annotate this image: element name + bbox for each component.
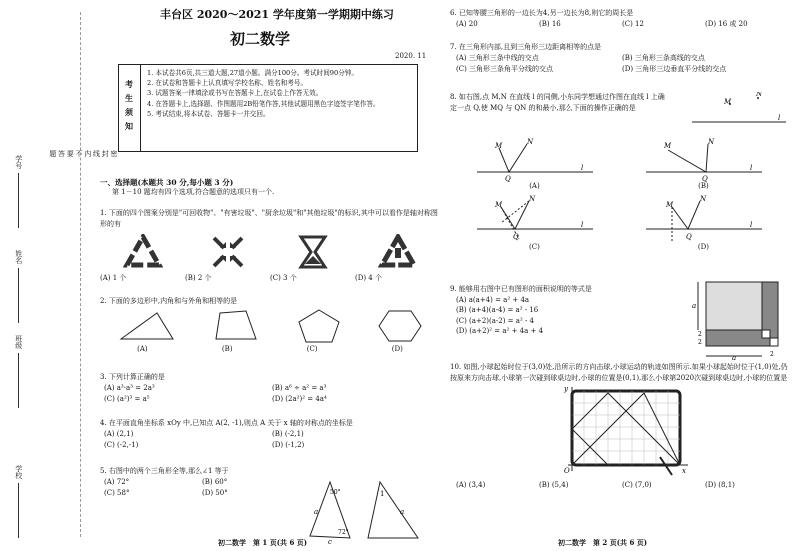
- question-9: [450, 284, 788, 362]
- caption: (C): [306, 344, 318, 353]
- q9-stem: 9. 能够用右图中已有图形的面积说明的等式是: [450, 285, 592, 293]
- angle-label: 50°: [330, 489, 341, 496]
- notice-item: 5. 考试结束,将本试卷、答题卡一并交回。: [147, 109, 270, 118]
- question-10: [450, 362, 788, 492]
- line-label: l: [580, 220, 583, 229]
- option[interactable]: (D) (8,1): [705, 480, 735, 489]
- q1-stem: 1. 下面的四个图案分别是"可回收物"、"有害垃圾"、"厨余垃圾"和"其他垃圾"的标识,其中可以看作是轴对称图形的有: [100, 209, 438, 228]
- option[interactable]: (D) (-1,2): [272, 441, 305, 450]
- option[interactable]: (C) 12: [622, 19, 644, 28]
- point-label: N: [528, 194, 535, 203]
- triangle-shape: [117, 309, 177, 343]
- question-1: [100, 208, 440, 285]
- point-label: M: [663, 142, 671, 150]
- hexagon-shape: [377, 309, 423, 343]
- caption: (D): [391, 344, 403, 353]
- q10-stem: 10. 如图,小球起始时位于(3,0)处,沿所示的方向击球,小球运动的轨迹如图所示.如果小球起始时位于(1,0)处,仍按原来方向击球,小球第一次碰到球桌边时,小球的位置是(0,1),那么小球第2020次碰到球桌边时,小球的位置是: [450, 363, 788, 382]
- option[interactable]: (A) (2,1): [104, 429, 134, 438]
- q1-figures: [100, 231, 440, 273]
- option[interactable]: (A) 20: [456, 19, 478, 28]
- other-waste-icon: [378, 234, 418, 270]
- option[interactable]: (D) 三角形三边垂直平分线的交点: [622, 65, 727, 74]
- point-label: M: [494, 200, 502, 209]
- point-label: Q: [504, 175, 511, 182]
- q2-stem: 2. 下面的多边形中,内角和与外角和相等的是: [100, 297, 238, 305]
- point-label: N: [707, 138, 714, 146]
- page-footer: 初二数学 第 2 页(共 6 页): [558, 538, 648, 548]
- notice-box: [118, 64, 418, 152]
- option[interactable]: (C) 3 个: [270, 274, 297, 282]
- student-id-field: 学号: [14, 155, 23, 228]
- question-3: [100, 372, 440, 406]
- option[interactable]: (D) (a+2)² = a² + 4a + 4: [456, 327, 544, 335]
- side-label: 2: [770, 351, 774, 358]
- notice-item: 2. 在试卷和答题卡上认真填写学校名称、姓名和考号。: [147, 79, 308, 88]
- option[interactable]: (D) (2a²)² = 4a⁴: [272, 395, 327, 404]
- option[interactable]: (B) (-2,1): [272, 429, 304, 438]
- option[interactable]: (C) (-2,-1): [104, 441, 139, 450]
- seal-dashed-line: [80, 12, 81, 537]
- option[interactable]: (B) (5,4): [539, 480, 569, 489]
- name-field: 姓名: [14, 250, 23, 323]
- page-footer: 初二数学 第 1 页(共 6 页): [218, 538, 308, 548]
- notice-item: 4. 在答题卡上,选择题、作图题用2B铅笔作答,其他试题用黑色字迹签字笔作答。: [147, 99, 380, 108]
- q2-captions: [100, 345, 440, 354]
- caption: (B): [221, 344, 233, 353]
- caption: (C): [529, 242, 540, 251]
- point-label: N: [526, 138, 533, 146]
- q8-captions-top: [450, 182, 788, 191]
- option[interactable]: (C) (7,0): [622, 480, 652, 489]
- axis-label: y: [564, 385, 568, 393]
- question-4: [100, 418, 440, 452]
- angle-label: 1: [380, 490, 385, 498]
- seal-line-text: 密 封 线 内 不 要 答 题: [48, 150, 118, 157]
- side-label: 2: [698, 339, 702, 346]
- side-label: a: [732, 354, 737, 362]
- line-label: l: [749, 164, 752, 172]
- angle-label: 72°: [338, 529, 349, 536]
- q4-stem: 4. 在平面直角坐标系 xOy 中,已知点 A(2, -1),则点 A 关于 x 轴的对称点的坐标是: [100, 419, 353, 427]
- point-label: Q: [512, 232, 519, 241]
- quadrilateral-shape: [212, 309, 262, 343]
- option[interactable]: (D) 50°: [202, 489, 228, 498]
- section-intro: 第 1－10 题均有四个选项,符合题意的选项只有一个.: [112, 188, 275, 197]
- q8-figure-c: [475, 195, 595, 243]
- option[interactable]: (C) 58°: [104, 489, 130, 498]
- point-label: M: [665, 200, 673, 209]
- caption: (B): [698, 182, 709, 190]
- q8-captions-bottom: [450, 243, 788, 252]
- section-heading: 一、选择题(本题共 30 分,每小题 3 分): [100, 178, 234, 187]
- side-label: a: [314, 508, 319, 516]
- q3-stem: 3. 下列计算正确的是: [100, 373, 165, 381]
- recycle-icon: [123, 234, 163, 270]
- notice-items: [141, 65, 386, 151]
- page-title: 初二数学: [230, 30, 291, 48]
- q8-stem: 8. 如右图,点 M,N 在直线 l 的同侧,小东同学想通过作图在直线 l 上确定一点 Q,使 MQ 与 QN 的和最小,那么下面的操作正确的是: [450, 93, 665, 112]
- option[interactable]: (B) 2 个: [185, 274, 212, 282]
- school-field: 学校: [14, 465, 23, 538]
- option[interactable]: (C) (a²)³ = a⁵: [104, 395, 150, 404]
- option[interactable]: (C) 三角形三条角平分线的交点: [456, 65, 554, 74]
- pentagon-shape: [296, 308, 342, 344]
- option[interactable]: (A) (3,4): [456, 480, 486, 489]
- caption: (A): [137, 344, 148, 353]
- q6-stem: 6. 已知等腰三角形的一边长为4,另一边长为8,则它的周长是: [450, 9, 634, 17]
- side-label: a: [400, 508, 405, 516]
- option[interactable]: (A) a³·a³ = 2a³: [104, 383, 155, 392]
- school-line: 丰台区 2020～2021 学年度第一学期期中练习: [160, 8, 394, 21]
- side-label: a: [692, 302, 697, 310]
- point-label: M: [724, 98, 732, 106]
- option[interactable]: (D) 16 或 20: [705, 19, 748, 28]
- q7-options: [450, 53, 788, 77]
- option[interactable]: (B) 16: [539, 19, 561, 28]
- q10-pool-table: [560, 385, 690, 477]
- q8-choice-figures: [450, 138, 788, 252]
- q8-figure-a: [475, 138, 595, 182]
- q2-figures: [100, 307, 440, 345]
- notice-item: 1. 本试卷共6页,共三道大题,27道小题。满分100分。考试时间90分钟。: [147, 69, 358, 77]
- q9-area-figure: [690, 280, 786, 362]
- axis-label: x: [682, 467, 686, 475]
- line-label: l: [749, 220, 752, 229]
- axis-label: O: [564, 467, 570, 475]
- q10-options: [450, 480, 788, 492]
- hazardous-icon: [208, 234, 248, 270]
- option[interactable]: (B) (a+4)(a-4) = a² - 16: [456, 306, 539, 314]
- q5-options: [100, 477, 300, 501]
- option[interactable]: (C) (a+2)(a-2) = a² - 4: [456, 316, 535, 325]
- q8-figure-b: [644, 138, 764, 182]
- point-label: N: [699, 194, 706, 203]
- page-2: [450, 0, 788, 551]
- q8-reference-figure: [690, 92, 788, 126]
- q1-options: [100, 273, 440, 285]
- line-label: l: [778, 114, 781, 122]
- option[interactable]: (A) 1 个: [100, 274, 127, 282]
- q5-triangles: [300, 480, 430, 546]
- page-1: [100, 0, 440, 551]
- q7-stem: 7. 在三角形内部,且到三角形三边距离相等的点是: [450, 43, 602, 51]
- point-label: N: [756, 92, 763, 98]
- section-1: [100, 178, 440, 198]
- q6-options: [450, 19, 788, 31]
- q8-figure-d: [644, 195, 764, 243]
- option[interactable]: (B) 三角形三条高线的交点: [622, 53, 705, 62]
- q4-options: [100, 429, 440, 453]
- point-label: Q: [701, 175, 708, 182]
- question-7: [450, 42, 788, 76]
- option[interactable]: (A) 72°: [104, 477, 130, 486]
- option[interactable]: (D) 4 个: [355, 274, 382, 282]
- q3-options: [100, 383, 440, 407]
- line-label: l: [580, 164, 583, 172]
- option[interactable]: (B) 60°: [202, 477, 228, 486]
- notice-label: 考生须知: [119, 65, 141, 151]
- option[interactable]: (B) a⁶ ÷ a² = a³: [272, 383, 327, 392]
- option[interactable]: (A) 三角形三条中线的交点: [456, 53, 539, 62]
- caption: (D): [697, 242, 709, 251]
- q5-stem: 5. 右图中的两个三角形全等,那么∠1 等于: [100, 467, 229, 475]
- question-6: [450, 8, 788, 30]
- point-label: Q: [685, 232, 692, 241]
- question-2: [100, 296, 440, 353]
- point-label: M: [494, 142, 502, 150]
- exam-date: 2020. 11: [395, 52, 427, 60]
- notice-item: 3. 试题答案一律填涂或书写在答题卡上,在试卷上作答无效。: [147, 89, 323, 98]
- question-8: [450, 92, 788, 251]
- kitchen-waste-icon: [293, 234, 333, 270]
- caption: (A): [529, 182, 540, 190]
- side-label: c: [328, 538, 332, 546]
- class-field: 班级: [14, 335, 23, 408]
- side-label: 2: [698, 331, 702, 338]
- option[interactable]: (A) a(a+4) = a² + 4a: [456, 295, 530, 304]
